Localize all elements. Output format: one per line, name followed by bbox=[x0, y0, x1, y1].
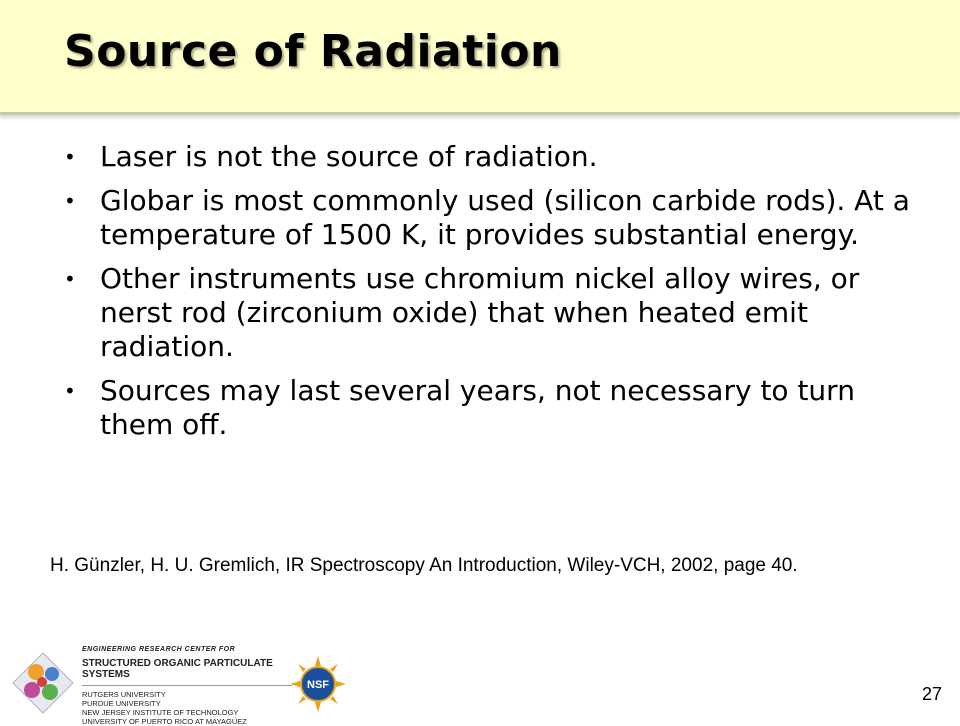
erc-name: STRUCTURED ORGANIC PARTICULATE SYSTEMS bbox=[82, 658, 292, 686]
university-item: NEW JERSEY INSTITUTE OF TECHNOLOGY bbox=[82, 708, 239, 717]
bullet-marker: • bbox=[64, 189, 76, 213]
bullet-item bbox=[62, 374, 922, 442]
citation: H. Günzler, H. U. Gremlich, IR Spectroscopy An Introduction, Wiley-VCH, 2002, page 40. bbox=[50, 555, 798, 576]
bullet-text: Laser is not the source of radiation. bbox=[100, 140, 598, 173]
bullet-list bbox=[62, 140, 922, 452]
university-item: PURDUE UNIVERSITY bbox=[82, 699, 161, 708]
nsf-label: NSF bbox=[307, 679, 329, 691]
bullet-text: Sources may last several years, not necessary to turn them off. bbox=[100, 374, 855, 441]
erc-heading: ENGINEERING RESEARCH CENTER FOR bbox=[82, 646, 236, 653]
bullet-marker: • bbox=[64, 379, 76, 403]
bullet-item bbox=[62, 184, 922, 252]
bullet-item bbox=[62, 140, 922, 174]
title-band bbox=[0, 0, 960, 115]
university-item: UNIVERSITY OF PUERTO RICO AT MAYAGÜEZ bbox=[82, 717, 247, 726]
page-number: 27 bbox=[921, 684, 942, 704]
molecule-logo-icon bbox=[10, 650, 76, 716]
bullet-item bbox=[62, 262, 922, 364]
university-list bbox=[82, 690, 292, 726]
bullet-text: Globar is most commonly used (silicon carbide rods). At a temperature of 1500 K, it provides substantial energy. bbox=[100, 184, 910, 251]
erc-text-block bbox=[82, 646, 292, 726]
bullet-marker: • bbox=[64, 267, 76, 291]
slide-title: Source of Radiation bbox=[64, 26, 562, 77]
nsf-seal-icon bbox=[290, 656, 346, 712]
bullet-marker: • bbox=[64, 145, 76, 169]
bullet-text: Other instruments use chromium nickel alloy wires, or nerst rod (zirconium oxide) that when heated emit radiation. bbox=[100, 262, 860, 363]
university-item: RUTGERS UNIVERSITY bbox=[82, 690, 166, 699]
